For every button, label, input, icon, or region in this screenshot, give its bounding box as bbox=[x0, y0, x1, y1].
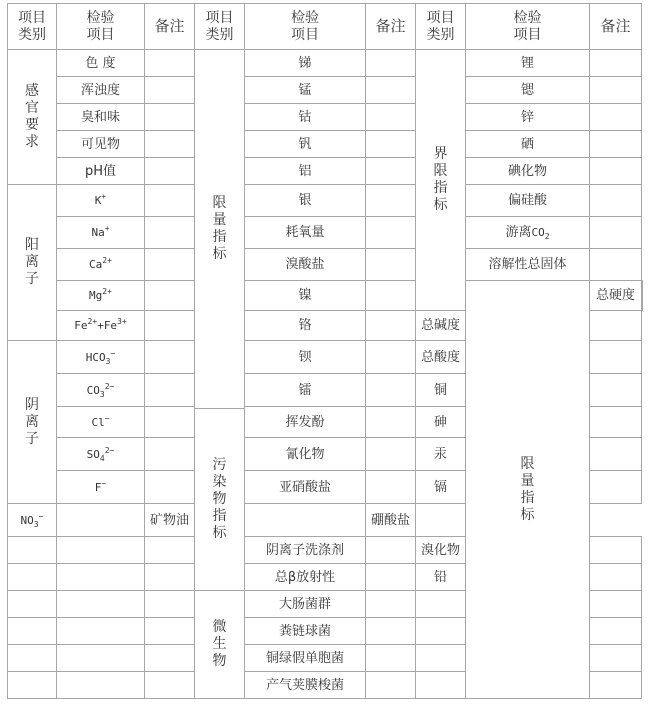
header-note: 备注 bbox=[366, 4, 416, 50]
category-limit-2: 限 量 指 标 bbox=[195, 50, 245, 409]
table-row bbox=[8, 131, 643, 158]
item-cell: 钒 bbox=[245, 131, 366, 158]
note-cell bbox=[366, 672, 416, 699]
note-cell bbox=[590, 311, 642, 341]
header-category: 项目 类别 bbox=[8, 4, 57, 50]
note-cell bbox=[145, 564, 195, 591]
table-row bbox=[8, 217, 643, 249]
note-cell bbox=[366, 104, 416, 131]
note-cell bbox=[590, 341, 642, 374]
item-cell bbox=[57, 374, 145, 407]
item-cell: 溶解性总固体 bbox=[466, 249, 590, 281]
formula-co2: $CO_2$ bbox=[531, 226, 550, 241]
note-cell bbox=[590, 131, 642, 158]
empty-cell bbox=[57, 591, 145, 618]
note-cell bbox=[590, 564, 642, 591]
formula-ca: $Ca^{2+}$ bbox=[89, 256, 112, 271]
note-cell bbox=[145, 131, 195, 158]
note-cell bbox=[590, 185, 642, 217]
note-cell bbox=[245, 504, 366, 537]
note-cell bbox=[366, 77, 416, 104]
item-cell: 铜绿假单胞菌 bbox=[245, 645, 366, 672]
note-cell bbox=[590, 249, 642, 281]
note-cell bbox=[145, 374, 195, 407]
item-cell: 铝 bbox=[245, 158, 366, 185]
item-cell bbox=[57, 281, 145, 311]
table-row bbox=[8, 50, 643, 77]
item-cell: pH值 bbox=[57, 158, 145, 185]
empty-cell bbox=[57, 672, 145, 699]
note-cell bbox=[366, 374, 416, 407]
empty-cell bbox=[416, 672, 466, 699]
note-cell bbox=[145, 645, 195, 672]
item-cell: 产气荚膜梭菌 bbox=[245, 672, 366, 699]
note-cell bbox=[145, 407, 195, 438]
item-cell: 挥发酚 bbox=[245, 407, 366, 438]
note-cell bbox=[145, 217, 195, 249]
item-cell: 偏硅酸 bbox=[466, 185, 590, 217]
item-cell: 氰化物 bbox=[245, 438, 366, 471]
note-cell bbox=[590, 158, 642, 185]
note-cell bbox=[145, 537, 195, 564]
note-cell bbox=[590, 645, 642, 672]
item-cell bbox=[57, 311, 145, 341]
note-cell bbox=[57, 504, 145, 537]
note-cell bbox=[366, 407, 416, 438]
category-micro: 微 生 物 bbox=[195, 591, 245, 699]
table-row bbox=[8, 158, 643, 185]
formula-so4: $SO_4^{2-}$ bbox=[86, 445, 115, 463]
item-cell bbox=[8, 504, 57, 537]
item-cell: 大肠菌群 bbox=[245, 591, 366, 618]
item-cell: 总碱度 bbox=[416, 311, 466, 341]
formula-f: F− bbox=[94, 478, 107, 494]
header-row bbox=[8, 4, 643, 50]
note-cell bbox=[366, 158, 416, 185]
note-cell bbox=[366, 249, 416, 281]
item-cell: 臭和味 bbox=[57, 104, 145, 131]
note-cell bbox=[145, 281, 195, 311]
note-cell bbox=[145, 438, 195, 471]
note-cell bbox=[366, 564, 416, 591]
note-cell bbox=[366, 341, 416, 374]
item-cell: 锂 bbox=[466, 50, 590, 77]
note-cell bbox=[366, 50, 416, 77]
header-item: 检验 项目 bbox=[57, 4, 145, 50]
note-cell bbox=[366, 537, 416, 564]
item-cell: 亚硝酸盐 bbox=[245, 471, 366, 504]
item-cell: 游离$CO_2$ bbox=[466, 217, 590, 249]
empty-cell bbox=[57, 645, 145, 672]
item-cell: 浑浊度 bbox=[57, 77, 145, 104]
formula-na: Na+ bbox=[91, 224, 110, 239]
category-cations: 阳 离 子 bbox=[8, 185, 57, 341]
item-cell: 锰 bbox=[245, 77, 366, 104]
note-cell bbox=[590, 618, 642, 645]
note-cell bbox=[366, 645, 416, 672]
formula-co3: $CO_3^{2-}$ bbox=[86, 381, 115, 399]
header-category: 项目 类别 bbox=[195, 4, 245, 50]
formula-k: K+ bbox=[94, 192, 107, 207]
item-cell bbox=[57, 217, 145, 249]
note-cell bbox=[145, 471, 195, 504]
item-cell: 可见物 bbox=[57, 131, 145, 158]
category-pollution: 污 染 物 指 标 bbox=[195, 409, 245, 591]
table-row bbox=[8, 77, 643, 104]
empty-cell bbox=[8, 645, 57, 672]
note-cell bbox=[366, 438, 416, 471]
note-cell bbox=[145, 311, 195, 341]
table-row bbox=[8, 249, 643, 281]
item-cell bbox=[57, 407, 145, 438]
note-cell bbox=[145, 591, 195, 618]
note-cell bbox=[145, 50, 195, 77]
note-cell bbox=[145, 104, 195, 131]
empty-cell bbox=[8, 672, 57, 699]
header-note: 备注 bbox=[590, 4, 642, 50]
item-cell: 锶 bbox=[466, 77, 590, 104]
note-cell bbox=[642, 281, 643, 311]
note-cell bbox=[145, 77, 195, 104]
item-cell bbox=[57, 438, 145, 471]
item-cell: 溴化物 bbox=[416, 537, 466, 564]
item-cell: 汞 bbox=[416, 438, 466, 471]
item-cell: 铜 bbox=[416, 374, 466, 407]
item-cell: 锑 bbox=[245, 50, 366, 77]
category-boundary: 界 限 指 标 bbox=[416, 50, 466, 311]
note-cell bbox=[416, 504, 466, 537]
empty-cell bbox=[8, 618, 57, 645]
item-cell: 铅 bbox=[416, 564, 466, 591]
category-limit-3: 限 量 指 标 bbox=[466, 281, 590, 699]
item-cell: 银 bbox=[245, 185, 366, 217]
note-cell bbox=[366, 311, 416, 341]
item-cell: 色 度 bbox=[57, 50, 145, 77]
note-cell bbox=[366, 618, 416, 645]
empty-cell bbox=[57, 564, 145, 591]
note-cell bbox=[590, 591, 642, 618]
item-cell: 镭 bbox=[245, 374, 366, 407]
note-cell bbox=[590, 537, 642, 564]
note-cell bbox=[366, 131, 416, 158]
formula-hco3: $HCO_3^-$ bbox=[85, 348, 116, 366]
note-cell bbox=[590, 471, 642, 504]
empty-cell bbox=[8, 537, 57, 564]
note-cell bbox=[590, 407, 642, 438]
table-row bbox=[8, 281, 643, 311]
item-cell: 硼酸盐 bbox=[366, 504, 416, 537]
item-cell: 总酸度 bbox=[416, 341, 466, 374]
item-cell: 铬 bbox=[245, 311, 366, 341]
note-cell bbox=[366, 591, 416, 618]
empty-cell bbox=[57, 618, 145, 645]
empty-cell bbox=[416, 591, 466, 618]
note-cell bbox=[590, 438, 642, 471]
item-cell: 硒 bbox=[466, 131, 590, 158]
item-cell bbox=[57, 341, 145, 374]
item-cell: 锌 bbox=[466, 104, 590, 131]
empty-cell bbox=[8, 564, 57, 591]
note-cell bbox=[145, 618, 195, 645]
table-row bbox=[8, 185, 643, 217]
item-cell: 粪链球菌 bbox=[245, 618, 366, 645]
water-quality-inspection-table bbox=[7, 3, 643, 699]
note-cell bbox=[145, 672, 195, 699]
header-item: 检验 项目 bbox=[466, 4, 590, 50]
item-cell: 耗氧量 bbox=[245, 217, 366, 249]
empty-cell bbox=[416, 645, 466, 672]
item-cell bbox=[57, 471, 145, 504]
category-sensory: 感 官 要 求 bbox=[8, 50, 57, 185]
header-item: 检验 项目 bbox=[245, 4, 366, 50]
item-cell: 镍 bbox=[245, 281, 366, 311]
note-cell bbox=[366, 185, 416, 217]
note-cell bbox=[366, 281, 416, 311]
item-cell: 钴 bbox=[245, 104, 366, 131]
item-cell: 镉 bbox=[416, 471, 466, 504]
item-cell: 总硬度 bbox=[590, 281, 642, 311]
empty-cell bbox=[8, 591, 57, 618]
item-cell: 阴离子洗涤剂 bbox=[245, 537, 366, 564]
table-row bbox=[8, 104, 643, 131]
item-cell: 砷 bbox=[416, 407, 466, 438]
item-cell bbox=[57, 185, 145, 217]
item-cell: 碘化物 bbox=[466, 158, 590, 185]
note-cell bbox=[145, 341, 195, 374]
formula-no3: $NO_3^-$ bbox=[20, 511, 44, 529]
empty-cell bbox=[57, 537, 145, 564]
note-cell bbox=[590, 104, 642, 131]
formula-fe: $Fe^{2+}+Fe^{3+}$ bbox=[74, 317, 127, 332]
formula-cl: Cl− bbox=[91, 413, 110, 429]
note-cell bbox=[366, 217, 416, 249]
item-cell: 钡 bbox=[245, 341, 366, 374]
note-cell bbox=[145, 158, 195, 185]
formula-mg: $Mg^{2+}$ bbox=[89, 287, 112, 302]
note-cell bbox=[590, 50, 642, 77]
note-cell bbox=[590, 672, 642, 699]
header-note: 备注 bbox=[145, 4, 195, 50]
item-cell: 矿物油 bbox=[145, 504, 195, 537]
item-cell: 总β放射性 bbox=[245, 564, 366, 591]
note-cell bbox=[145, 249, 195, 281]
item-cell: 溴酸盐 bbox=[245, 249, 366, 281]
empty-cell bbox=[416, 618, 466, 645]
note-cell bbox=[590, 374, 642, 407]
note-cell bbox=[590, 77, 642, 104]
note-cell bbox=[366, 471, 416, 504]
header-category: 项目 类别 bbox=[416, 4, 466, 50]
item-cell bbox=[57, 249, 145, 281]
note-cell bbox=[145, 185, 195, 217]
category-anions: 阴 离 子 bbox=[8, 341, 57, 504]
note-cell bbox=[590, 217, 642, 249]
